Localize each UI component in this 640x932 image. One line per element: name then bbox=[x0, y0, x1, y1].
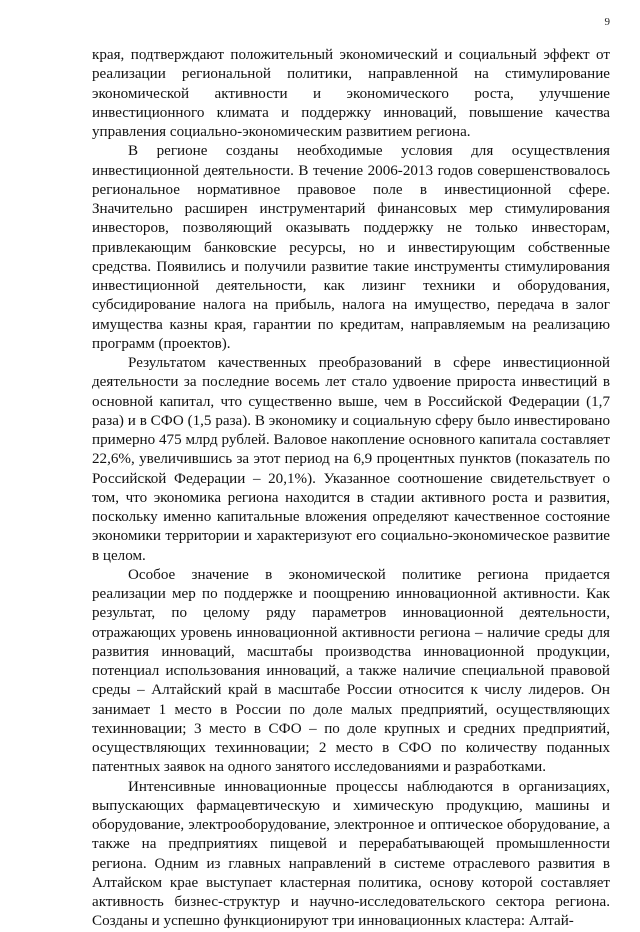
page-number: 9 bbox=[604, 16, 610, 28]
document-body bbox=[92, 46, 610, 932]
paragraph-innovation-policy: Особое значение в экономической политике региона придается реализации мер по поддержке и поощрению инновационной активности. Как результат, по целому ряду параметров инновационной деятельности, отражающих уровень инновационной активности региона – наличие среды для развития инноваций, масштабы производства инновационной продукции, потенциал использования инноваций, а также наличие специальной правовой среды – Алтайский край в масштабе России относится к числу лидеров. Он занимает 1 место в России по доле малых предприятий, осуществляющих техинновации; 3 место в СФО – по доле крупных и средних предприятий, осуществляющих техинновации; 2 место в СФО по количеству поданных патентных заявок на одного занятого исследованиями и разработками. bbox=[92, 566, 610, 776]
paragraph-investment-conditions: В регионе созданы необходимые условия для осуществления инвестиционной деятельности. В течение 2006-2013 годов совершенствовалось региональное нормативное правовое поле в инвестиционной сфере. Значительно расширен инструментарий финансовых мер стимулирования инвесторов, позволяющий оказывать поддержку не только инвесторам, привлекающим банковские ресурсы, но и инвестирующим собственные средства. Появились и получили развитие такие инструменты стимулирования инвестиционной деятельности, как лизинг техники и оборудования, субсидирование налога на прибыль, налога на имущество, передача в залог имущества казны края, гарантии по кредитам, направляемым на реализацию программ (проектов). bbox=[92, 143, 610, 352]
paragraph-continuation: края, подтверждают положительный экономический и социальный эффект от реализации региональной политики, направленной на стимулирование экономической активности и экономического роста, улучшение инвестиционного климата и поддержку инноваций, повышение качества управления социально-экономическим развитием региона. bbox=[92, 47, 610, 140]
paragraph-innovation-processes: Интенсивные инновационные процессы наблюдаются в организациях, выпускающих фармацевтическую и химическую продукцию, машины и оборудование, электрооборудование, электронное и оптическое оборудование, а также на предприятиях пищевой и перерабатывающей промышленности региона. Одним из главных направлений в системе отраслевого развития в Алтайском крае выступает кластерная политика, основу которой составляет активность бизнес-структур и научно-исследовательского сектора региона. Созданы и успешно функционируют три инновационных кластера: Алтай- bbox=[92, 778, 610, 930]
paragraph-investment-results: Результатом качественных преобразований в сфере инвестиционной деятельности за последние восемь лет стало удвоение прироста инвестиций в основной капитал, что существенно выше, чем в Российской Федерации (1,7 раза) и в СФО (1,5 раза). В экономику и социальную сферу было инвестировано примерно 475 млрд рублей. Валовое накопление основного капитала составляет 22,6%, увеличившись за этот период на 6,9 процентных пунктов (показатель по Российской Федерации – 20,1%). Указанное соотношение свидетельствует о том, что экономика региона находится в стадии активного роста и развития, поскольку именно капитальные вложения определяют качественное состояние экономики территории и характеризуют его социально-экономическое развитие в целом. bbox=[92, 355, 610, 564]
